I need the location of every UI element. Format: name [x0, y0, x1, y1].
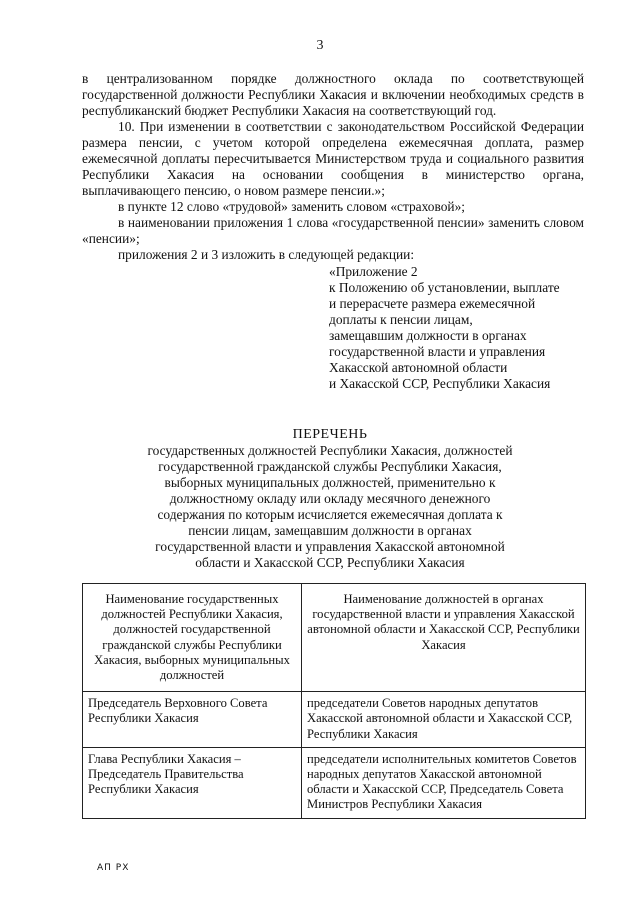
appendix-line: доплаты к пенсии лицам, [329, 312, 473, 327]
list-title: ПЕРЕЧЕНЬ [292, 427, 368, 442]
table-header-cell: Наименование должностей в органах государственной власти и управления Хакасской автономной области и Хакасской ССР, Республики Хакасия [302, 584, 586, 692]
table-cell: Глава Республики Хакасия – Председатель Правительства Республики Хакасия [83, 747, 302, 818]
appendix-line: Хакасской автономной области [329, 360, 508, 375]
appendix-line: государственной власти и управления [329, 344, 546, 359]
list-subtitle-line: государственной гражданской службы Республики Хакасия, [158, 459, 502, 474]
list-subtitle-line: области и Хакасской ССР, Республики Хакасия [195, 555, 465, 570]
paragraph: приложения 2 и 3 изложить в следующей редакции: [118, 247, 415, 262]
list-subtitle-line: содержания по которым исчисляется ежемесячная доплата к [157, 507, 503, 522]
paragraph: 10. При изменении в соответствии с законодательством Российской Федерации размера пенсии, с учетом которой определена ежемесячная доплата, размер ежемесячной доплаты пересчитывается Министерством труда и социального развития Республики Хакасия на основании сообщения в министерство органа, выплачивающего пенсию, о новом размере пенсии.»; [82, 119, 584, 198]
table-header-row [83, 584, 586, 692]
table-row [83, 747, 586, 818]
appendix-line: и Хакасской ССР, Республики Хакасия [329, 376, 551, 391]
paragraph: в пункте 12 слово «трудовой» заменить словом «страховой»; [118, 199, 466, 214]
paragraph: в централизованном порядке должностного оклада по соответствующей государственной должности Республики Хакасия и включении необходимых средств в республиканский бюджет Республики Хакасия на соответствующий год. [82, 71, 584, 118]
footer-mark: АП РХ [97, 863, 130, 873]
paragraph: в наименовании приложения 1 слова «государственной пенсии» заменить словом «пенсии»; [82, 215, 584, 246]
list-title-block [100, 427, 560, 571]
list-subtitle-line: государственной власти и управления Хакасской автономной [155, 539, 505, 554]
list-subtitle-line: должностному окладу или окладу месячного денежного [169, 491, 491, 506]
table-cell: председатели Советов народных депутатов Хакасской автономной области и Хакасской ССР, Республики Хакасия [302, 692, 586, 748]
table-cell: Председатель Верховного Совета Республики Хакасия [83, 692, 302, 748]
appendix-heading [329, 264, 589, 392]
appendix-line: замещавшим должности в органах [329, 328, 527, 343]
appendix-line: «Приложение 2 [329, 264, 418, 279]
positions-table [82, 583, 586, 819]
list-subtitle-line: пенсии лицам, замещавшим должности в органах [188, 523, 472, 538]
appendix-line: к Положению об установлении, выплате [329, 280, 560, 295]
page-number: 3 [316, 38, 324, 53]
list-subtitle-line: выборных муниципальных должностей, применительно к [164, 475, 496, 490]
body-text [82, 71, 584, 263]
table-header-cell: Наименование государственных должностей Республики Хакасия, должностей государственной гражданской службы Республики Хакасия, выборных муниципальных должностей [83, 584, 302, 692]
table-row [83, 692, 586, 748]
list-subtitle-line: государственных должностей Республики Хакасия, должностей [147, 443, 513, 458]
table-cell: председатели исполнительных комитетов Советов народных депутатов Хакасской автономной области и Хакасской ССР, Председатель Совета Министров Республики Хакасия [302, 747, 586, 818]
appendix-line: и перерасчете размера ежемесячной [329, 296, 536, 311]
